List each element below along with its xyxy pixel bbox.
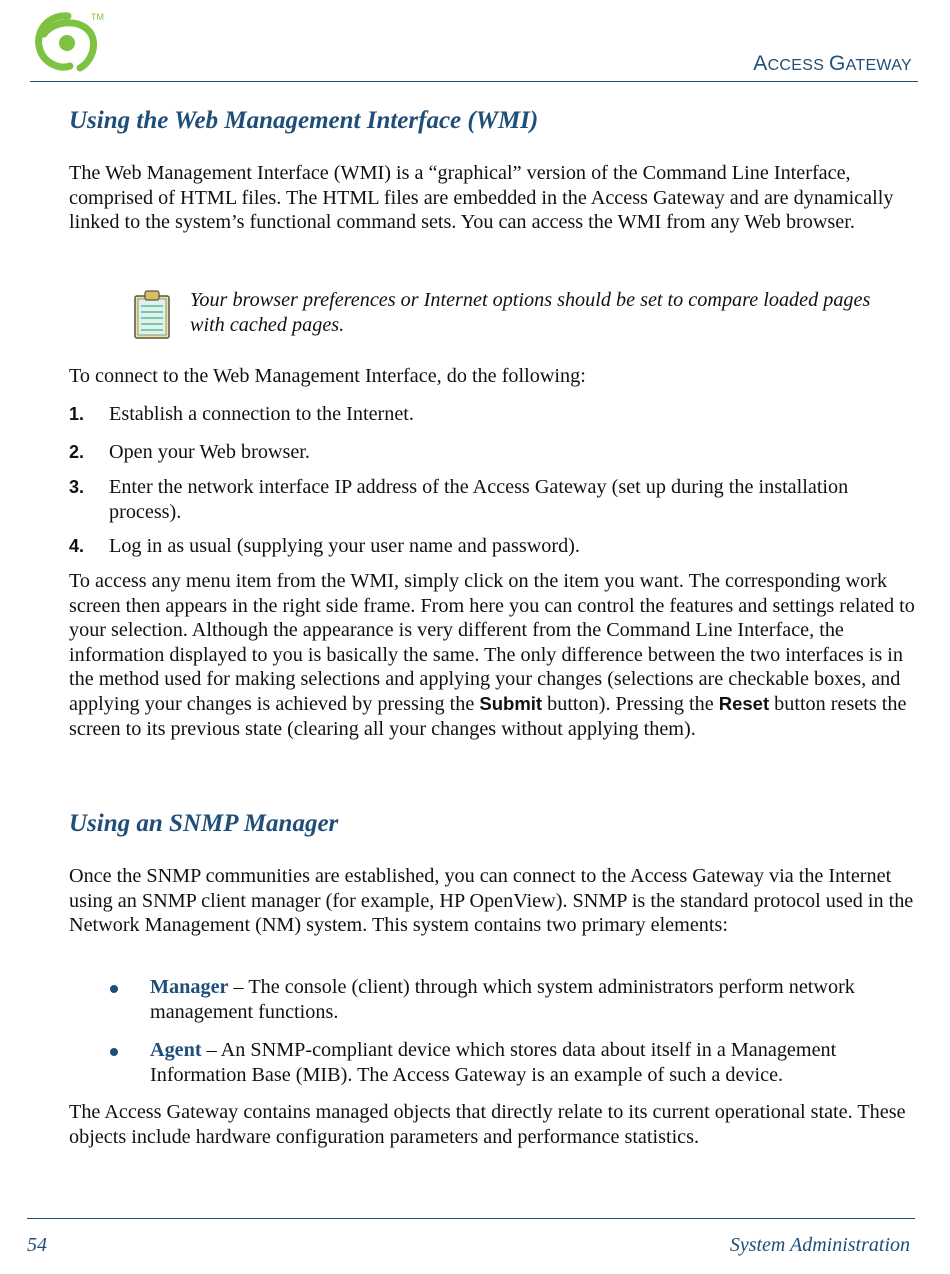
step-text: Enter the network interface IP address of the Access Gateway (set up during the installation process). — [109, 476, 849, 523]
step-number: 2. — [69, 442, 85, 462]
bullet-icon — [110, 1048, 118, 1056]
wmi-intro-paragraph: The Web Management Interface (WMI) is a “graphical” version of the Command Line Interface, comprised of HTML files. The HTML files are embedded in the Access Gateway and are dynamically linked to the system’s functional command sets. You can access the WMI from any Web browser. — [69, 162, 894, 234]
bullet-icon — [110, 985, 118, 993]
step-text: Open your Web browser. — [109, 441, 310, 463]
section-heading-wmi: Using the Web Management Interface (WMI) — [69, 107, 539, 134]
footer-rule — [27, 1218, 915, 1219]
svg-text:TM: TM — [91, 12, 104, 22]
term-manager: Manager — [150, 976, 229, 998]
step-text: Establish a connection to the Internet. — [109, 403, 414, 425]
page-number: 54 — [27, 1234, 47, 1256]
note-text: Your browser preferences or Internet options should be set to compare loaded pages with cached pages. — [190, 289, 871, 336]
notepad-icon — [133, 290, 171, 340]
snmp-closing-paragraph: The Access Gateway contains managed objects that directly relate to its current operational state. These objects include hardware configuration parameters and performance statistics. — [69, 1101, 906, 1148]
snmp-intro-paragraph: Once the SNMP communities are established, you can connect to the Access Gateway via the Internet using an SNMP client manager (for example, HP OpenView). SNMP is the standard protocol used in the Network Management (NM) system. This system contains two primary elements: — [69, 865, 914, 937]
reset-label: Reset — [718, 692, 770, 714]
header-rule — [30, 81, 918, 82]
footer-section-title: System Administration — [729, 1234, 910, 1256]
submit-label: Submit — [479, 692, 543, 714]
step-text: Log in as usual (supplying your user name and password). — [109, 535, 580, 557]
company-logo — [30, 10, 110, 76]
step-number: 1. — [69, 404, 85, 424]
section-heading-snmp: Using an SNMP Manager — [69, 810, 339, 837]
steps-intro: To connect to the Web Management Interface, do the following: — [69, 365, 586, 387]
wmi-usage-paragraph: To access any menu item from the WMI, simply click on the item you want. The corresponding work screen then appears in the right side frame. From here you can control the features and settings related to your selection. Although the appearance is very different from the Command Line Interface, the information displayed to you is basically the same. The only difference between the two interfaces is in the method used for making selections and applying your changes (selections are checkable boxes, and applying your changes is achieved by pressing the Submit button). Pressing the Reset button resets the screen to its previous state (clearing all your changes without applying them). — [69, 570, 915, 740]
step-number: 4. — [69, 536, 85, 556]
step-number: 3. — [69, 477, 85, 497]
header-title: ACCESS GATEWAY — [753, 52, 912, 75]
term-agent: Agent — [150, 1039, 202, 1061]
